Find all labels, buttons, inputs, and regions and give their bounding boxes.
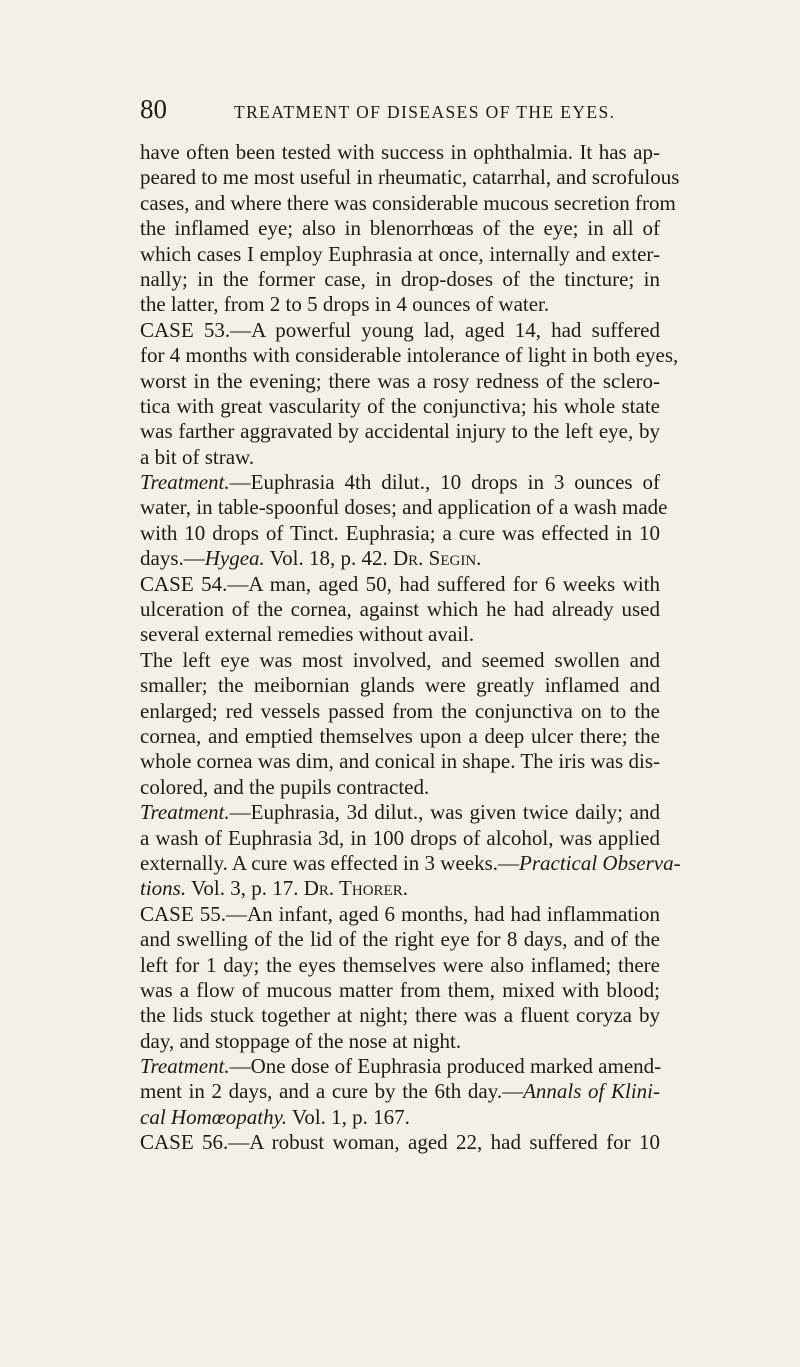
- text-line: [140, 318, 660, 343]
- text-line: [140, 1029, 660, 1054]
- text-run: externally. A cure was effected in 3 weeks.—: [140, 850, 520, 875]
- text-run: Dr. Segin.: [392, 546, 482, 571]
- text-line: [140, 267, 660, 292]
- text-line: [140, 648, 660, 673]
- text-line: [140, 521, 660, 546]
- text-run: cal Homœopathy.: [140, 1104, 287, 1129]
- text-line: [140, 445, 660, 470]
- text-line: [140, 369, 660, 394]
- text-line: [140, 622, 660, 647]
- text-run: Practical Observa-: [519, 850, 681, 875]
- text-run: smaller; the meibornian glands were greatly inflamed and: [140, 673, 660, 698]
- text-line: [140, 1079, 660, 1104]
- text-run: Treatment.: [140, 1054, 230, 1079]
- text-line: [140, 699, 660, 724]
- text-run: Treatment.: [140, 470, 230, 495]
- text-line: [140, 927, 660, 952]
- text-line: [140, 394, 660, 419]
- text-run: worst in the evening; there was a rosy redness of the sclero-: [140, 368, 660, 393]
- text-line: [140, 216, 660, 241]
- text-run: days.—: [140, 546, 205, 571]
- text-line: [140, 140, 660, 165]
- text-run: left for 1 day; the eyes themselves were also inflamed; there: [140, 952, 660, 977]
- text-run: —Euphrasia 4th dilut., 10 drops in 3 ounces of: [229, 470, 660, 495]
- text-run: Annals of Klini-: [523, 1079, 660, 1104]
- text-run: cases, and where there was considerable mucous secretion from: [140, 190, 676, 215]
- text-run: ment in 2 days, and a cure by the 6th day.—: [140, 1079, 524, 1104]
- text-line: [140, 673, 660, 698]
- text-run: Vol. 3, p. 17.: [186, 876, 304, 901]
- text-line: [140, 749, 660, 774]
- text-line: [140, 190, 676, 216]
- text-line: [140, 724, 660, 749]
- text-line: [140, 1105, 660, 1130]
- text-run: several external remedies without avail.: [140, 622, 475, 647]
- text-line: [140, 1130, 660, 1155]
- text-line: [140, 1003, 660, 1028]
- text-run: CASE 53.—A powerful young lad, aged 14, had suffered: [140, 317, 660, 342]
- text-line: [140, 953, 660, 978]
- text-run: —One dose of Euphrasia produced marked amend-: [229, 1054, 662, 1079]
- body-text: [140, 140, 681, 1156]
- text-run: for 4 months with considerable intolerance of light in both eyes,: [140, 343, 679, 368]
- text-run: The left eye was most involved, and seemed swollen and: [140, 647, 660, 672]
- text-line: [140, 546, 660, 571]
- text-run: nally; in the former case, in drop-doses of the tincture; in: [140, 266, 660, 291]
- running-title: TREATMENT OF DISEASES OF THE EYES.: [234, 102, 616, 122]
- text-run: day, and stoppage of the nose at night.: [140, 1028, 462, 1053]
- text-line: [140, 419, 660, 444]
- text-run: which cases I employ Euphrasia at once, internally and exter-: [140, 241, 660, 266]
- text-run: water, in table-spoonful doses; and application of a wash made: [140, 495, 668, 520]
- text-run: —Euphrasia, 3d dilut., was given twice daily; and: [229, 800, 660, 825]
- text-line: [140, 242, 660, 267]
- text-run: Treatment.: [140, 800, 230, 825]
- text-run: Vol. 1, p. 167.: [287, 1104, 410, 1129]
- text-line: [140, 800, 660, 825]
- text-run: was a flow of mucous matter from them, mixed with blood;: [140, 977, 660, 1002]
- text-run: a wash of Euphrasia 3d, in 100 drops of alcohol, was applied: [140, 825, 660, 850]
- text-run: with 10 drops of Tinct. Euphrasia; a cure was effected in 10: [140, 520, 660, 545]
- text-run: ulceration of the cornea, against which he had already used: [140, 597, 660, 622]
- text-line: [140, 1054, 660, 1079]
- text-run: and swelling of the lid of the right eye for 8 days, and of the: [140, 927, 660, 952]
- text-line: [140, 165, 680, 190]
- text-line: [140, 775, 660, 800]
- text-run: whole cornea was dim, and conical in shape. The iris was dis-: [140, 749, 660, 774]
- text-line: [140, 343, 679, 368]
- text-run: the latter, from 2 to 5 drops in 4 ounces of water.: [140, 292, 550, 317]
- text-line: [140, 902, 660, 927]
- page-header: [140, 94, 660, 124]
- text-run: tica with great vascularity of the conjunctiva; his whole state: [140, 393, 660, 418]
- text-run: a bit of straw.: [140, 444, 255, 469]
- text-run: CASE 55.—An infant, aged 6 months, had had inflammation: [140, 901, 660, 926]
- text-run: peared to me most useful in rheumatic, catarrhal, and scrofulous: [140, 165, 680, 190]
- text-run: cornea, and emptied themselves upon a deep ulcer there; the: [140, 723, 660, 748]
- text-line: [140, 495, 668, 520]
- text-run: tions.: [140, 876, 187, 901]
- text-line: [140, 876, 660, 901]
- text-line: [140, 850, 681, 876]
- text-line: [140, 572, 660, 597]
- text-run: colored, and the pupils contracted.: [140, 774, 430, 799]
- text-run: CASE 54.—A man, aged 50, had suffered for 6 weeks with: [140, 571, 660, 596]
- text-run: have often been tested with success in ophthalmia. It has ap-: [140, 140, 660, 164]
- text-run: enlarged; red vessels passed from the conjunctiva on to the: [140, 698, 660, 723]
- text-line: [140, 826, 660, 851]
- text-run: CASE 56.—A robust woman, aged 22, had suffered for 10: [140, 1130, 660, 1155]
- page-number: 80: [140, 94, 167, 124]
- text-line: [140, 292, 660, 317]
- text-run: Vol. 18, p. 42.: [264, 546, 393, 571]
- text-run: the lids stuck together at night; there was a fluent coryza by: [140, 1003, 660, 1028]
- text-line: [140, 470, 660, 495]
- text-run: the inflamed eye; also in blenorrhœas of the eye; in all of: [140, 216, 660, 241]
- text-run: Hygea.: [204, 546, 265, 571]
- text-run: Dr. Thorer.: [303, 876, 408, 901]
- text-line: [140, 597, 660, 622]
- text-line: [140, 978, 660, 1003]
- text-run: was farther aggravated by accidental injury to the left eye, by: [140, 419, 660, 444]
